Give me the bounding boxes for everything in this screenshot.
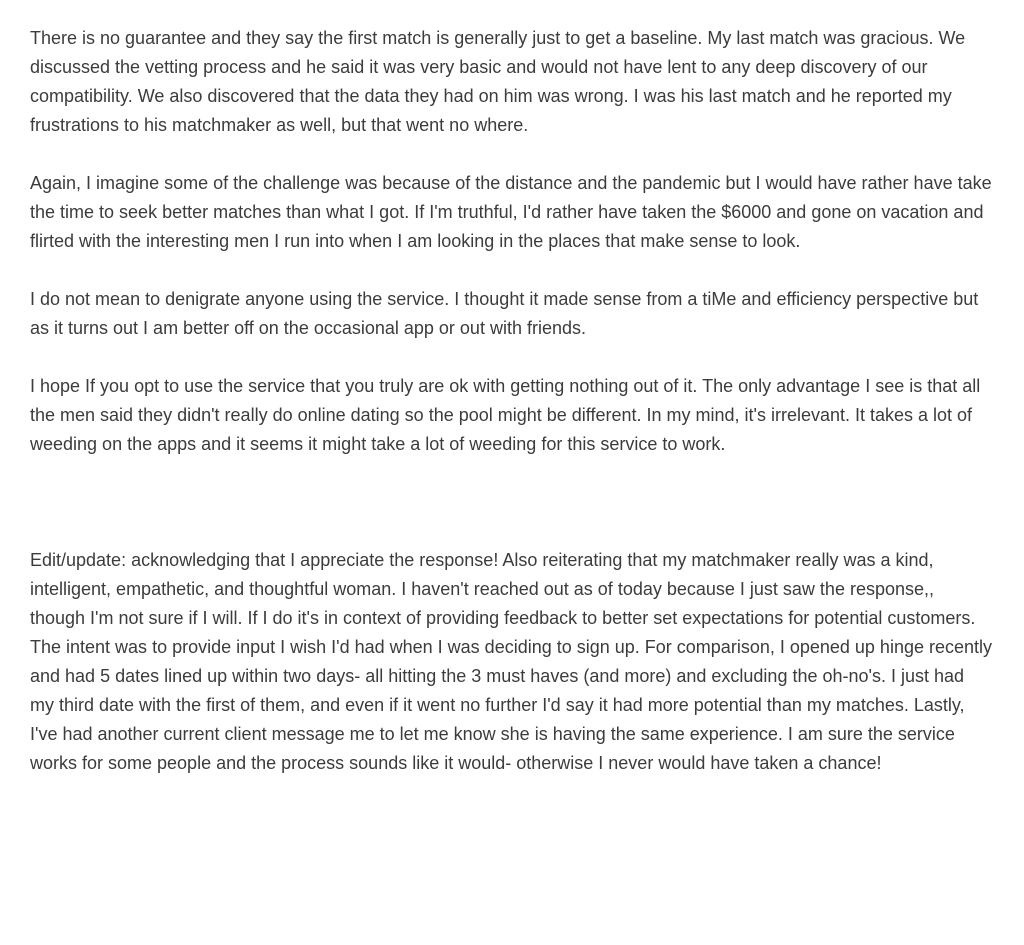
review-paragraph-1: There is no guarantee and they say the first match is generally just to get a baseline. My last match was gracious. We discussed the vetting process and he said it was very basic and would not have lent to any deep discovery of our compatibility. We also discovered that the data they had on him was wrong. I was his last match and he reported my frustrations to his matchmaker as well, but that went no where. xyxy=(30,28,966,135)
review-paragraph-3: I do not mean to denigrate anyone using the service. I thought it made sense from a tiMe and efficiency perspective but as it turns out I am better off on the occasional app or out with friends. xyxy=(30,289,979,338)
review-paragraph-edit-update: Edit/update: acknowledging that I appreciate the response! Also reiterating that my matchmaker really was a kind, intelligent, empathetic, and thoughtful woman. I haven't reached out as of today because I just saw the response,, though I'm not sure if I will. If I do it's in context of providing feedback to better set expectations for potential customers. The intent was to provide input I wish I'd had when I was deciding to sign up. For comparison, I opened up hinge recently and had 5 dates lined up within two days- all hitting the 3 must haves (and more) and excluding the oh-no's. I just had my third date with the first of them, and even if it went no further I'd say it had more potential than my matches. Lastly, I've had another current client message me to let me know she is having the same experience. I am sure the service works for some people and the process sounds like it would- otherwise I never would have taken a chance! xyxy=(30,550,992,773)
review-paragraph-4: I hope If you opt to use the service that you truly are ok with getting nothing out of it. The only advantage I see is that all the men said they didn't really do online dating so the pool might be different. In my mind, it's irrelevant. It takes a lot of weeding on the apps and it seems it might take a lot of weeding for this service to work. xyxy=(30,376,981,454)
review-paragraph-2: Again, I imagine some of the challenge was because of the distance and the pandemic but I would have rather have take the time to seek better matches than what I got. If I'm truthful, I'd rather have taken the $6000 and gone on vacation and flirted with the interesting men I run into when I am looking in the places that make sense to look. xyxy=(30,173,992,251)
